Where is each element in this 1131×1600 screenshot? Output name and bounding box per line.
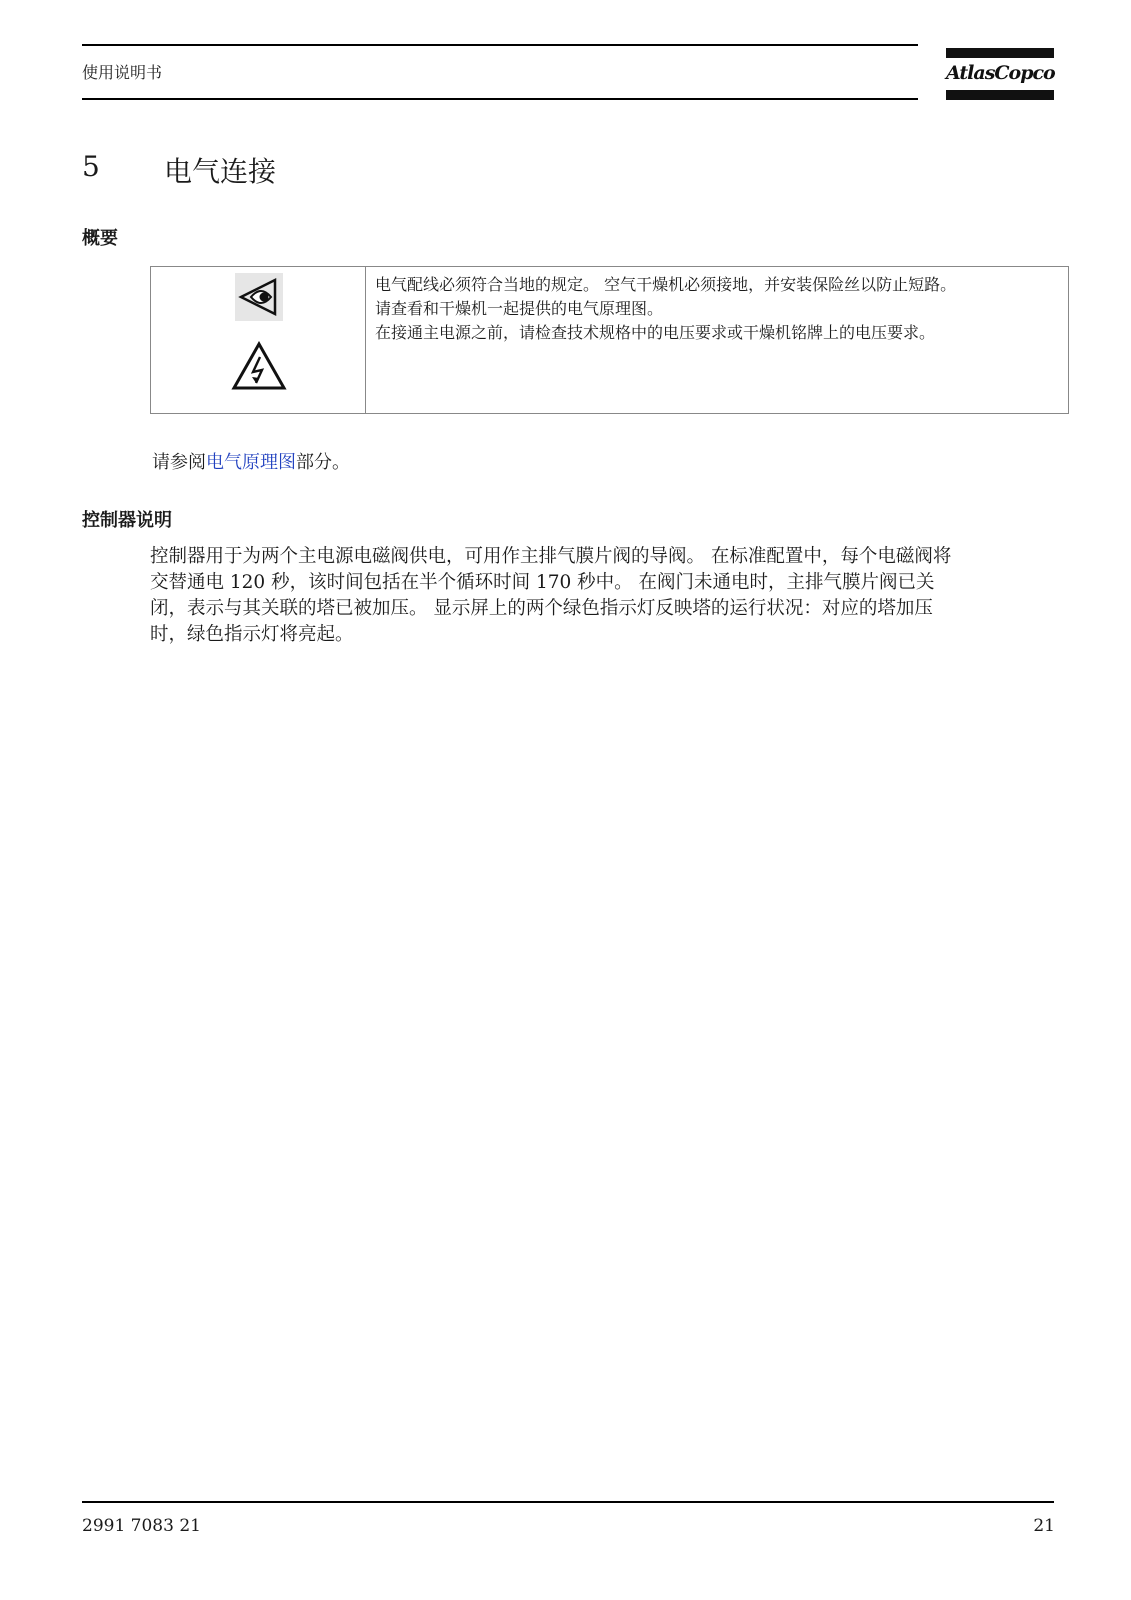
reference-suffix: 部分。 bbox=[296, 452, 350, 473]
high-voltage-warning-icon bbox=[231, 341, 287, 391]
paragraph-line: 闭，表示与其关联的塔已被加压。 显示屏上的两个绿色指示灯反映塔的运行状况：对应的塔加压 bbox=[150, 598, 933, 619]
warning-line: 请查看和干燥机一起提供的电气原理图。 bbox=[375, 299, 664, 318]
page-number: 21 bbox=[1033, 1516, 1055, 1536]
reference-line bbox=[152, 448, 350, 474]
footer-rule bbox=[82, 1501, 1054, 1503]
warning-text bbox=[375, 273, 1065, 345]
paragraph-line: 交替通电 120 秒，该时间包括在半个循环时间 170 秒中。 在阀门未通电时，主排气膜片阀已关 bbox=[150, 572, 935, 593]
atlas-copco-logo bbox=[946, 48, 1054, 100]
controller-heading: 控制器说明 bbox=[82, 510, 172, 531]
eye-protection-icon bbox=[235, 273, 283, 321]
header-top-rule bbox=[82, 44, 918, 46]
paragraph-line: 时，绿色指示灯将亮起。 bbox=[150, 624, 354, 645]
table-divider bbox=[365, 267, 366, 413]
logo-wordmark: AtlasCopco bbox=[946, 62, 1055, 84]
warning-line: 电气配线必须符合当地的规定。 空气干燥机必须接地，并安装保险丝以防止短路。 bbox=[375, 275, 957, 294]
paragraph-line: 控制器用于为两个主电源电磁阀供电，可用作主排气膜片阀的导阀。 在标准配置中，每个电磁阀将 bbox=[150, 546, 952, 567]
controller-description bbox=[150, 544, 1070, 648]
safety-warning-table bbox=[150, 266, 1069, 414]
header-doc-type: 使用说明书 bbox=[82, 63, 163, 82]
reference-prefix: 请参阅 bbox=[152, 452, 206, 473]
header-bottom-rule bbox=[82, 98, 918, 100]
warning-line: 在接通主电源之前，请检查技术规格中的电压要求或干燥机铭牌上的电压要求。 bbox=[375, 323, 936, 342]
overview-heading: 概要 bbox=[82, 228, 118, 249]
document-number: 2991 7083 21 bbox=[82, 1516, 201, 1536]
electrical-schematic-link[interactable]: 电气原理图 bbox=[206, 452, 296, 473]
chapter-number: 5 bbox=[82, 150, 100, 183]
chapter-title: 电气连接 bbox=[164, 155, 277, 188]
